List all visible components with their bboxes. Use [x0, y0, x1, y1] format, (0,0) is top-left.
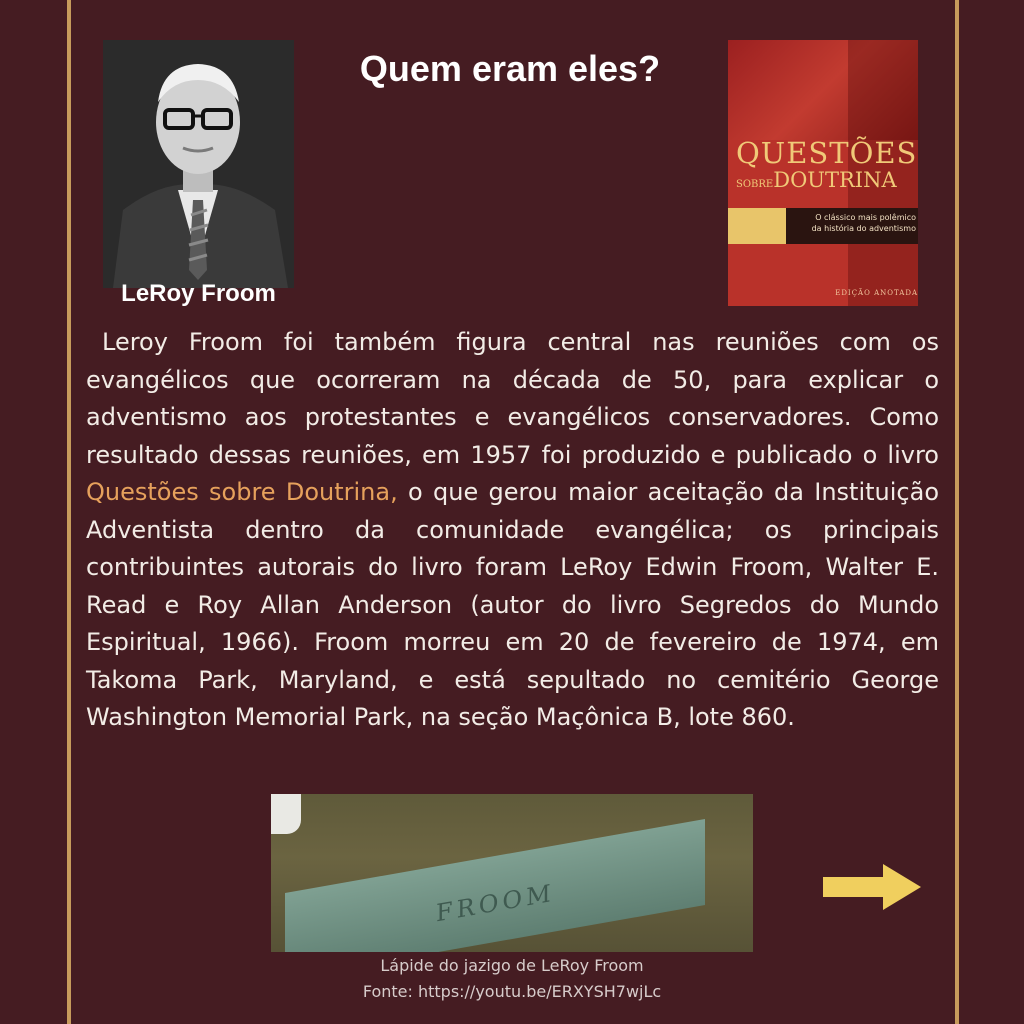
- grave-photo-snow: [271, 794, 301, 834]
- gravestone: [285, 819, 705, 952]
- right-border-line: [955, 0, 959, 1024]
- grave-source: Fonte: https://youtu.be/ERXYSH7wjLc: [362, 982, 662, 1001]
- book-edition: EDIÇÃO ANOTADA: [835, 289, 918, 297]
- book-subtitle: [792, 212, 916, 234]
- book-title-highlight: Questões sobre Doutrina,: [86, 478, 398, 506]
- book-subtitle-line1: O clássico mais polêmico: [815, 213, 916, 222]
- portrait-photo: [103, 40, 294, 288]
- portrait-caption: LeRoy Froom: [121, 280, 276, 307]
- page-title: Quem eram eles?: [359, 48, 661, 89]
- book-title-line2: [736, 168, 916, 192]
- grave-caption: Lápide do jazigo de LeRoy Froom: [380, 956, 644, 975]
- next-arrow-icon[interactable]: [823, 864, 921, 910]
- grave-photo: [271, 794, 753, 952]
- book-title-line1: QUESTÕES: [736, 136, 918, 170]
- paragraph-text-after: o que gerou maior aceitação da Instituição Adventista dentro da comunidade evangélica; os principais contribuintes autorais do livro foram LeRoy Edwin Froom, Walter E. Read e Roy Allan Anderson (autor do livro Segredos do Mundo Espiritual, 1966). Froom morreu em 20 de fevereiro de 1974, em Takoma Park, Maryland, e está sepultado no cemitério George Washington Memorial Park, na seção Maçônica B, lote 860.: [86, 478, 939, 731]
- left-border-line: [67, 0, 71, 1024]
- book-title-main: DOUTRINA: [773, 168, 897, 192]
- book-title-small: SOBRE: [736, 179, 774, 190]
- book-subtitle-line2: da história do adventismo: [811, 224, 916, 233]
- book-cover-image: [728, 40, 918, 306]
- paragraph-text-before: Leroy Froom foi também figura central nas reuniões com os evangélicos que ocorreram na década de 50, para explicar o adventismo aos protestantes e evangélicos conservadores. Como resultado dessas reuniões, em 1957 foi produzido e publicado o livro: [86, 328, 939, 469]
- gravestone-name: FROOM: [436, 878, 555, 928]
- body-paragraph: [86, 324, 939, 737]
